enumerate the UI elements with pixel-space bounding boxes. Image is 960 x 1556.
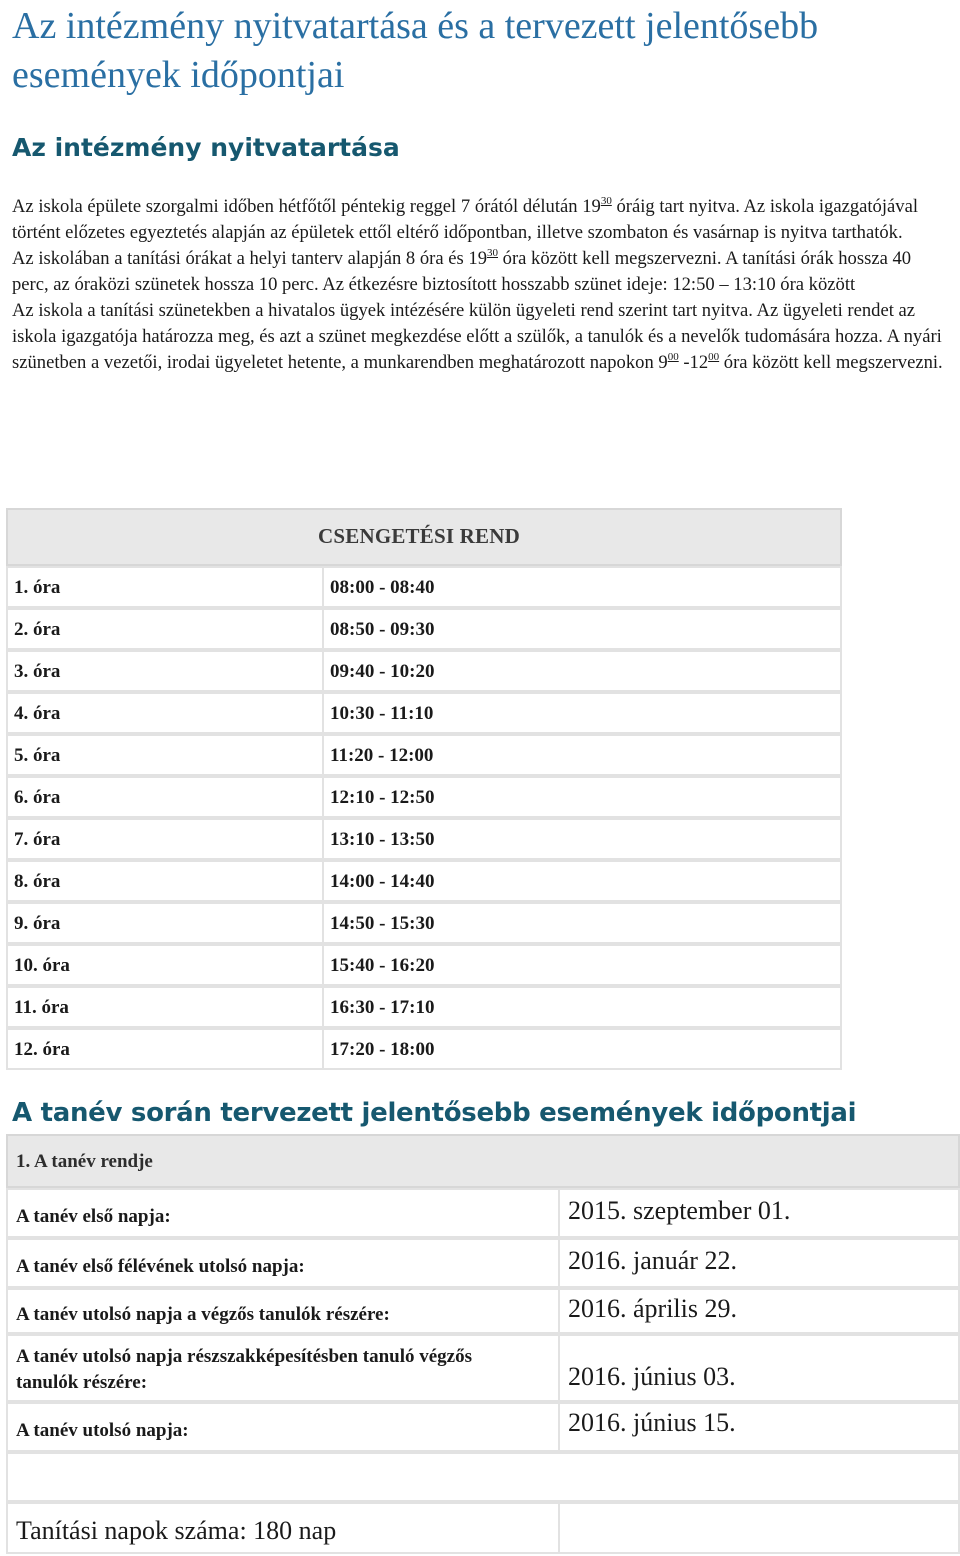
bell-schedule-row bbox=[6, 776, 842, 818]
lesson-number: 7. óra bbox=[14, 829, 61, 850]
paragraph-1-text-a: Az iskola épülete szorgalmi időben hétfőtől péntekig reggel 7 órától délután 19 bbox=[12, 196, 601, 217]
bell-schedule-row bbox=[6, 566, 842, 608]
school-year-row-value: 2016. június 15. bbox=[568, 1408, 736, 1437]
bell-schedule-row bbox=[6, 902, 842, 944]
school-year-row bbox=[6, 1188, 960, 1238]
lesson-number: 1. óra bbox=[14, 577, 61, 598]
lesson-time: 12:10 - 12:50 bbox=[330, 787, 435, 808]
lesson-number: 12. óra bbox=[14, 1039, 70, 1060]
school-year-row-value: 2016. április 29. bbox=[568, 1294, 737, 1323]
column-divider bbox=[558, 1336, 560, 1400]
school-year-row bbox=[6, 1288, 960, 1334]
column-divider bbox=[558, 1190, 560, 1236]
bell-schedule-row bbox=[6, 692, 842, 734]
school-year-row-value: 2016. június 03. bbox=[568, 1362, 736, 1391]
school-year-row-label: A tanév első félévének utolsó napja: bbox=[16, 1256, 305, 1277]
school-year-row-label: A tanév utolsó napja részszakképesítésben tanuló végzős tanulók részére: bbox=[16, 1346, 473, 1393]
paragraph-3-sup-2: 00 bbox=[708, 351, 720, 363]
bell-schedule-table bbox=[6, 508, 842, 1070]
school-year-empty-row bbox=[6, 1452, 960, 1502]
column-divider bbox=[322, 778, 324, 816]
lesson-time: 15:40 - 16:20 bbox=[330, 955, 435, 976]
paragraph-1-text-b: óráig tart nyitva. Az iskola igazgatójával történt előzetes egyeztetés alapján az épületek ettől eltérő időpontban, illetve szombaton és vasárnap is nyitva tarthatók. bbox=[12, 196, 918, 243]
lesson-time: 11:20 - 12:00 bbox=[330, 745, 434, 766]
paragraph-2 bbox=[12, 246, 948, 298]
opening-hours-text bbox=[12, 194, 948, 376]
bell-schedule-title: CSENGETÉSI REND bbox=[318, 524, 520, 548]
school-year-row-label: A tanév utolsó napja: bbox=[16, 1420, 189, 1441]
bell-schedule-row bbox=[6, 1028, 842, 1070]
page-title: Az intézmény nyitvatartása és a tervezett jelentősebb események időpontjai bbox=[12, 5, 819, 96]
lesson-time: 08:00 - 08:40 bbox=[330, 577, 435, 598]
column-divider bbox=[558, 1504, 560, 1552]
lesson-number: 2. óra bbox=[14, 619, 61, 640]
paragraph-1 bbox=[12, 194, 948, 246]
lesson-time: 13:10 - 13:50 bbox=[330, 829, 435, 850]
lesson-time: 16:30 - 17:10 bbox=[330, 997, 435, 1018]
paragraph-3-text-a: Az iskola a tanítási szünetekben a hivatalos ügyek intézésére külön ügyeleti rend szerint tart nyitva. Az ügyeleti rendet az iskola igazgatója határozza meg, és azt a szünet megkezdése előtt a szülők, a tanulók és a nevelők tudomására hozza. A nyári szünetben a vezetői, irodai ügyeletet hetente, a munkarendben meghatározott napokon 9 bbox=[12, 300, 942, 373]
paragraph-3-text-b: óra között kell megszervezni. bbox=[719, 352, 943, 373]
lesson-time: 17:20 - 18:00 bbox=[330, 1039, 435, 1060]
column-divider bbox=[322, 988, 324, 1026]
column-divider bbox=[558, 1404, 560, 1450]
lesson-number: 3. óra bbox=[14, 661, 61, 682]
bell-schedule-header bbox=[6, 508, 842, 566]
paragraph-2-sup: 30 bbox=[487, 247, 498, 259]
column-divider bbox=[558, 1240, 560, 1286]
lesson-number: 4. óra bbox=[14, 703, 61, 724]
column-divider bbox=[322, 736, 324, 774]
column-divider bbox=[322, 862, 324, 900]
school-year-row-value: 2016. január 22. bbox=[568, 1246, 737, 1275]
bell-schedule-row bbox=[6, 650, 842, 692]
bell-schedule-row bbox=[6, 944, 842, 986]
paragraph-1-sup: 30 bbox=[600, 195, 612, 207]
school-year-row-label: A tanév utolsó napja a végzős tanulók részére: bbox=[16, 1304, 390, 1325]
lesson-number: 10. óra bbox=[14, 955, 70, 976]
lesson-time: 10:30 - 11:10 bbox=[330, 703, 434, 724]
column-divider bbox=[322, 820, 324, 858]
school-year-row bbox=[6, 1238, 960, 1288]
paragraph-3 bbox=[12, 298, 948, 376]
school-year-table bbox=[6, 1134, 960, 1554]
column-divider bbox=[322, 694, 324, 732]
lesson-number: 8. óra bbox=[14, 871, 61, 892]
bell-schedule-row bbox=[6, 734, 842, 776]
school-year-row-value: 2015. szeptember 01. bbox=[568, 1196, 791, 1225]
school-year-header bbox=[6, 1134, 960, 1188]
column-divider bbox=[322, 904, 324, 942]
column-divider bbox=[322, 610, 324, 648]
column-divider bbox=[322, 1030, 324, 1068]
lesson-time: 09:40 - 10:20 bbox=[330, 661, 435, 682]
column-divider bbox=[322, 568, 324, 606]
lesson-number: 6. óra bbox=[14, 787, 61, 808]
bell-schedule-row bbox=[6, 986, 842, 1028]
lesson-number: 9. óra bbox=[14, 913, 61, 934]
lesson-number: 5. óra bbox=[14, 745, 61, 766]
school-year-row-label: A tanév első napja: bbox=[16, 1206, 171, 1227]
section-heading-opening-hours: Az intézmény nyitvatartása bbox=[12, 133, 400, 162]
paragraph-3-sup-1: 00 bbox=[667, 351, 679, 363]
bell-schedule-row bbox=[6, 608, 842, 650]
column-divider bbox=[322, 652, 324, 690]
lesson-number: 11. óra bbox=[14, 997, 69, 1018]
bell-schedule-row bbox=[6, 818, 842, 860]
bell-schedule-row bbox=[6, 860, 842, 902]
school-year-header-label: 1. A tanév rendje bbox=[16, 1151, 153, 1172]
lesson-time: 14:00 - 14:40 bbox=[330, 871, 435, 892]
paragraph-3-text-mid: -12 bbox=[678, 352, 709, 373]
paragraph-2-text-b: óra között kell megszervezni. A tanítási órák hossza 40 perc, az óraközi szünetek hossza 10 perc. Az étkezésre biztosított hosszabb szünet ideje: 12:50 – 13:10 óra között bbox=[12, 248, 912, 295]
school-year-row bbox=[6, 1334, 960, 1402]
school-year-row bbox=[6, 1402, 960, 1452]
column-divider bbox=[558, 1290, 560, 1332]
section-heading-events: A tanév során tervezett jelentősebb események időpontjai bbox=[12, 1098, 857, 1128]
column-divider bbox=[322, 946, 324, 984]
lesson-time: 14:50 - 15:30 bbox=[330, 913, 435, 934]
teaching-days-row bbox=[6, 1502, 960, 1554]
paragraph-2-text-a: Az iskolában a tanítási órákat a helyi tanterv alapján 8 óra és 19 bbox=[12, 248, 487, 269]
teaching-days-count: Tanítási napok száma: 180 nap bbox=[16, 1516, 337, 1545]
lesson-time: 08:50 - 09:30 bbox=[330, 619, 435, 640]
